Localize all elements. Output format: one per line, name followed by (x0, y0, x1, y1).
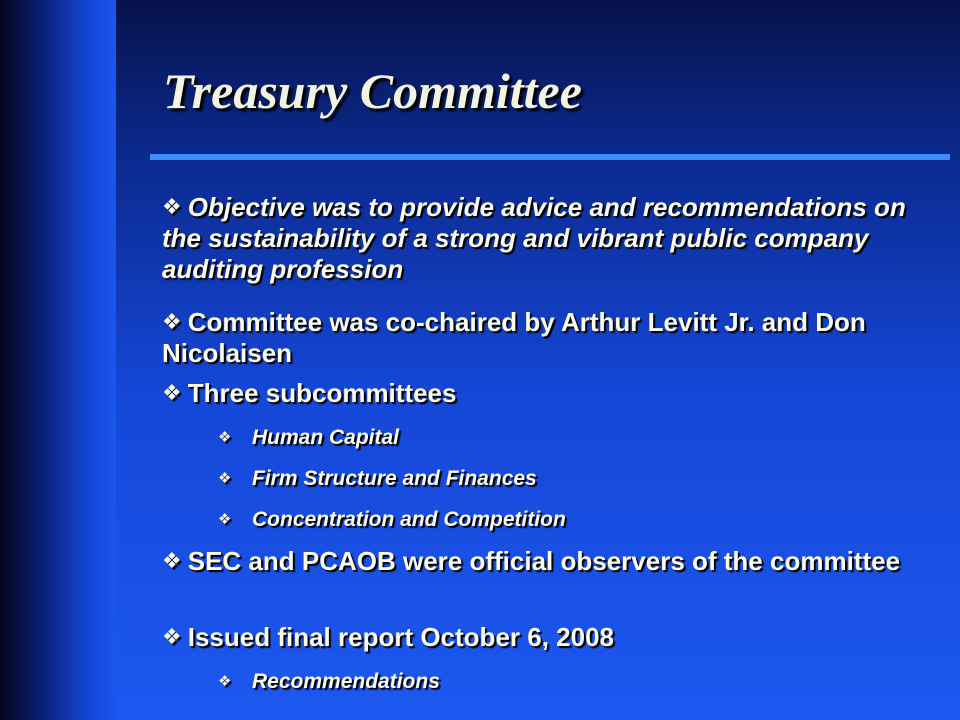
diamond-bullet-icon: ❖ (218, 429, 232, 446)
bullet-text: Committee was co-chaired by Arthur Levitt Jr. and Don Nicolaisen (162, 307, 866, 368)
sub-bullet-recommendations (218, 669, 918, 695)
diamond-bullet-icon: ❖ (218, 470, 232, 487)
diamond-bullet-icon: ❖ (218, 511, 232, 528)
sub-bullet-text: Recommendations (252, 670, 440, 693)
sub-bullet-human-capital (218, 425, 918, 451)
bullet-item-objective (162, 191, 942, 285)
sub-bullet-text: Concentration and Competition (252, 508, 566, 531)
bullet-item-subcommittees (162, 377, 942, 409)
bullet-text: Three subcommittees (187, 378, 457, 408)
bullet-item-cochairs (162, 306, 942, 369)
sub-bullet-text: Human Capital (252, 426, 400, 449)
diamond-bullet-icon: ❖ (218, 673, 232, 690)
bullet-item-observers (162, 545, 942, 577)
diamond-bullet-icon: ❖ (162, 309, 182, 334)
diamond-bullet-icon: ❖ (162, 380, 182, 405)
diamond-bullet-icon: ❖ (162, 624, 182, 649)
diamond-bullet-icon: ❖ (162, 548, 182, 573)
bullet-text: Objective was to provide advice and recommendations on the sustainability of a strong and vibrant public company auditing profession (162, 192, 906, 284)
bullet-item-final-report (162, 621, 942, 653)
left-accent-bar (0, 0, 116, 720)
sub-bullet-concentration (218, 507, 918, 533)
bullet-text: SEC and PCAOB were official observers of the committee (187, 546, 901, 576)
bullet-text: Issued final report October 6, 2008 (187, 622, 614, 652)
slide-title: Treasury Committee (163, 63, 582, 119)
sub-bullet-text: Firm Structure and Finances (252, 467, 537, 490)
diamond-bullet-icon: ❖ (162, 194, 182, 219)
title-underline-rule (150, 154, 950, 160)
sub-bullet-firm-structure (218, 466, 918, 492)
